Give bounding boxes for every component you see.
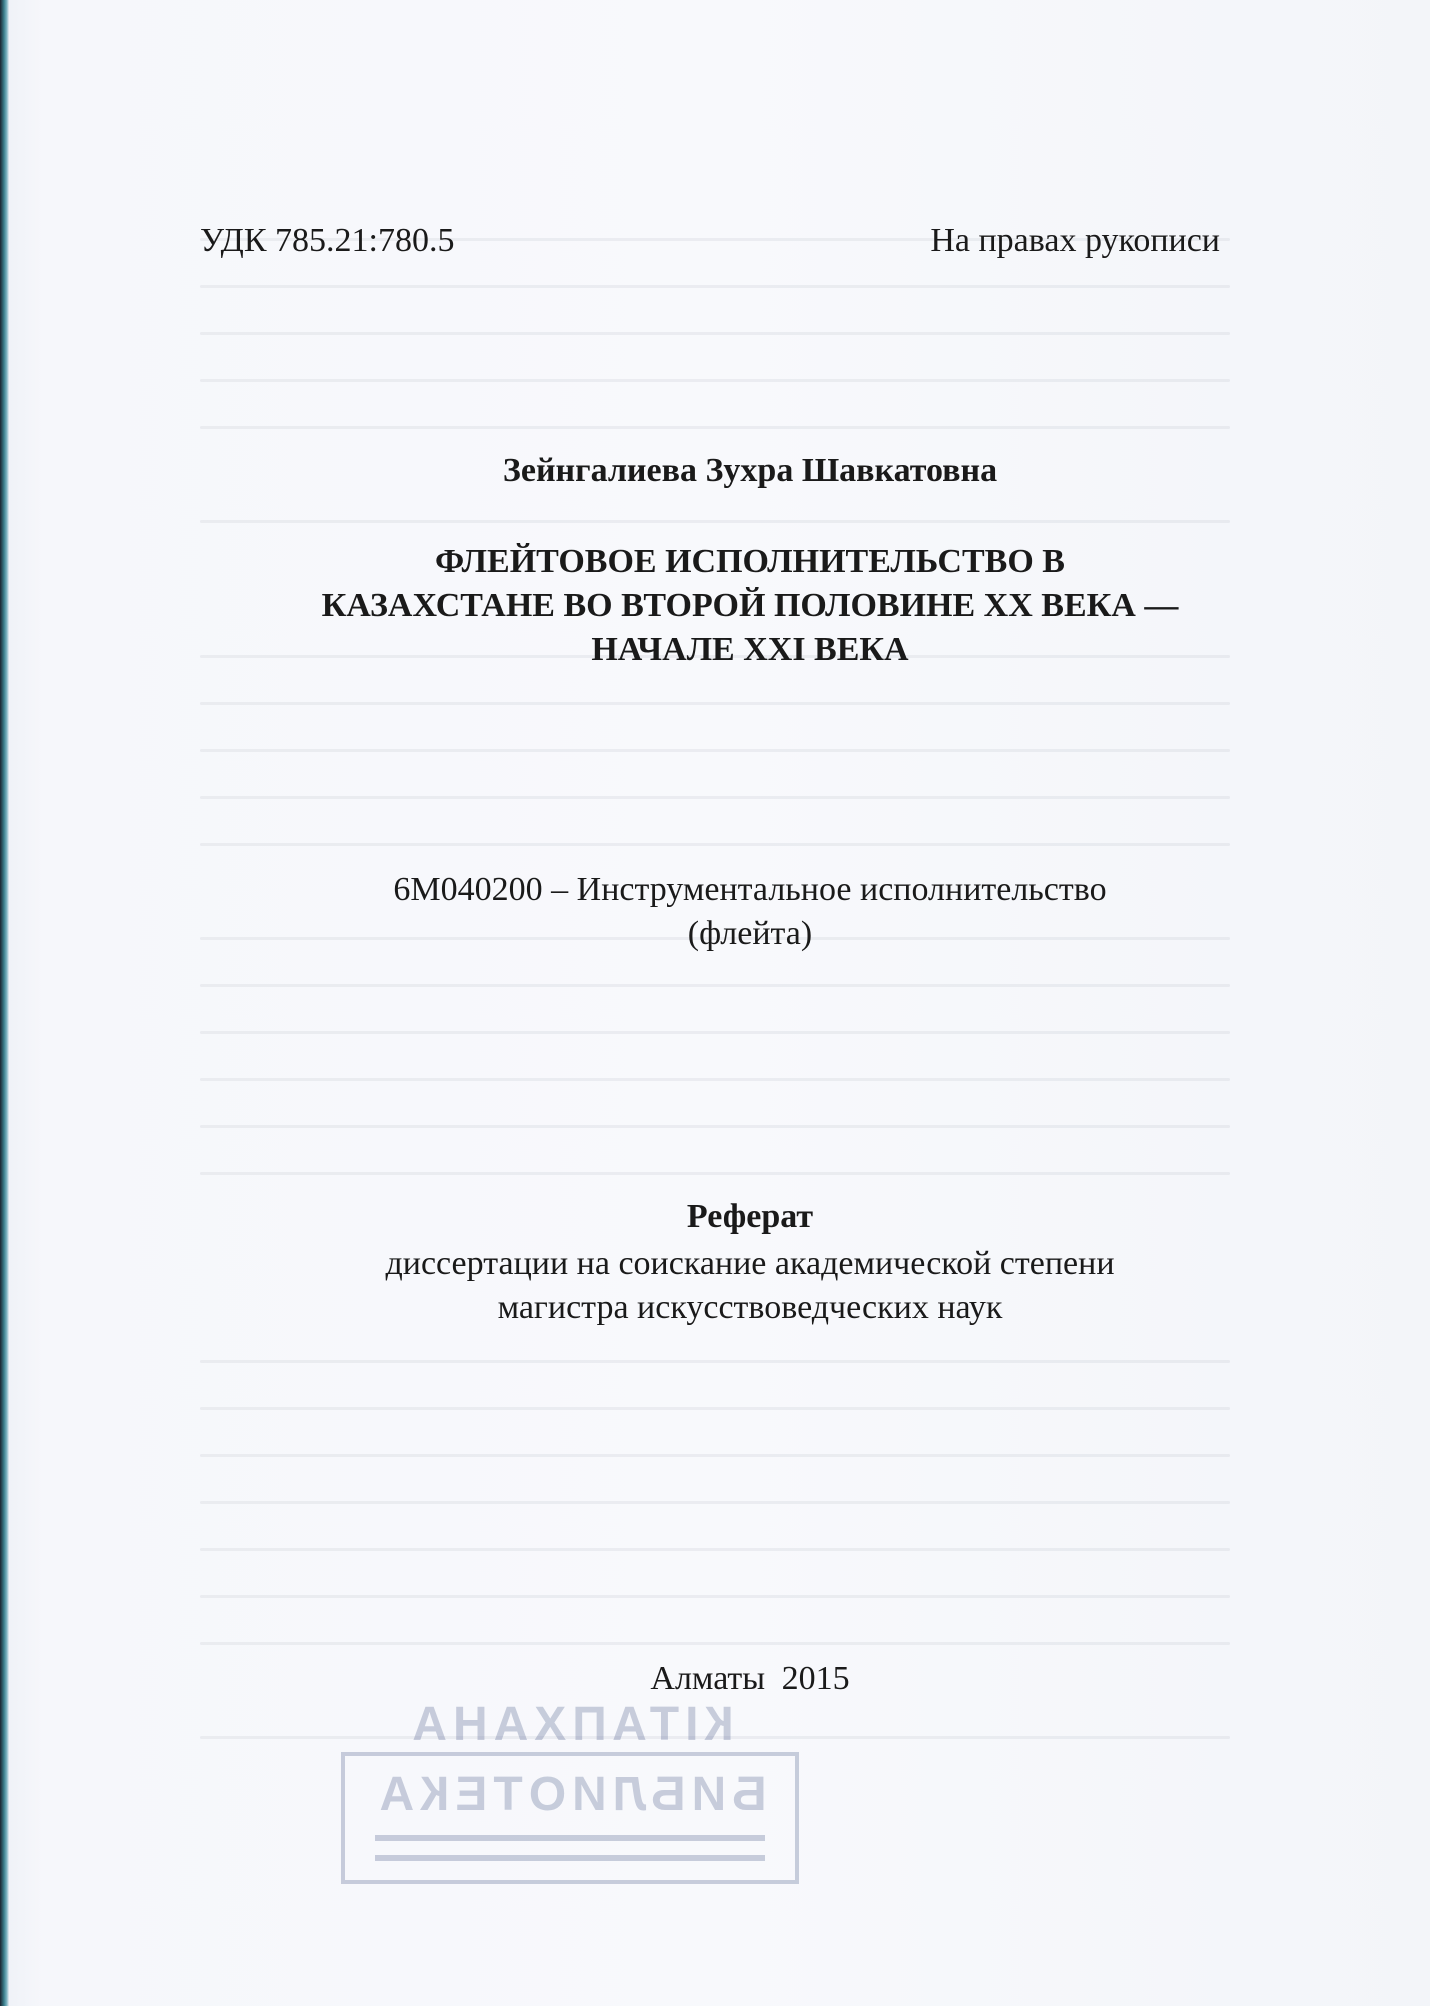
stamp-line-2: БИБЛИОТЕКА [373, 1768, 767, 1821]
bleed-through-line [200, 1454, 1230, 1457]
bleed-through-line [200, 843, 1230, 846]
binding-edge [0, 0, 9, 2006]
bleed-through-line [200, 702, 1230, 705]
bleed-through-line [200, 426, 1230, 429]
title-line: ФЛЕЙТОВОЕ ИСПОЛНИТЕЛЬСТВО В [435, 543, 1065, 580]
bleed-through-line [200, 1548, 1230, 1551]
bleed-through-line [200, 379, 1230, 382]
bleed-through-line [200, 285, 1230, 288]
specialty [0, 868, 1430, 956]
place-and-year: Алматы 2015 [650, 1660, 850, 1697]
header-row [200, 222, 1220, 266]
specialty-line: 6М040200 – Инструментальное исполнительство [393, 871, 1107, 908]
udk-code: УДК 785.21:780.5 [200, 222, 455, 259]
bleed-through-line [200, 984, 1230, 987]
bleed-through-line [200, 749, 1230, 752]
bleed-through-line [200, 1501, 1230, 1504]
bleed-through-line [200, 1031, 1230, 1034]
title-line: НАЧАЛЕ XXI ВЕКА [591, 631, 909, 668]
referat-line: диссертации на соискание академической степени [385, 1245, 1115, 1282]
stamp-line-1: КІТАПХАНА [406, 1698, 734, 1751]
library-stamp [335, 1690, 805, 1890]
bleed-through-line [200, 1407, 1230, 1410]
bleed-through-line [200, 1172, 1230, 1175]
bleed-through-line [200, 1078, 1230, 1081]
author-name: Зейнгалиева Зухра Шавкатовна [502, 452, 998, 489]
bleed-through-line [200, 1642, 1230, 1645]
bleed-through-line [200, 796, 1230, 799]
bleed-through-line [200, 1360, 1230, 1363]
bleed-through-line [200, 520, 1230, 523]
bleed-through-line [200, 1595, 1230, 1598]
referat-line: магистра искусствоведческих наук [497, 1289, 1003, 1326]
dissertation-title [0, 540, 1430, 672]
referat-heading: Реферат [686, 1198, 814, 1235]
bleed-through-line [200, 1125, 1230, 1128]
rights-notice: На правах рукописи [930, 222, 1220, 259]
title-line: КАЗАХСТАНЕ ВО ВТОРОЙ ПОЛОВИНЕ XX ВЕКА — [321, 587, 1179, 624]
specialty-line: (флейта) [687, 915, 813, 952]
bleed-through-line [200, 332, 1230, 335]
referat-description [0, 1242, 1430, 1330]
